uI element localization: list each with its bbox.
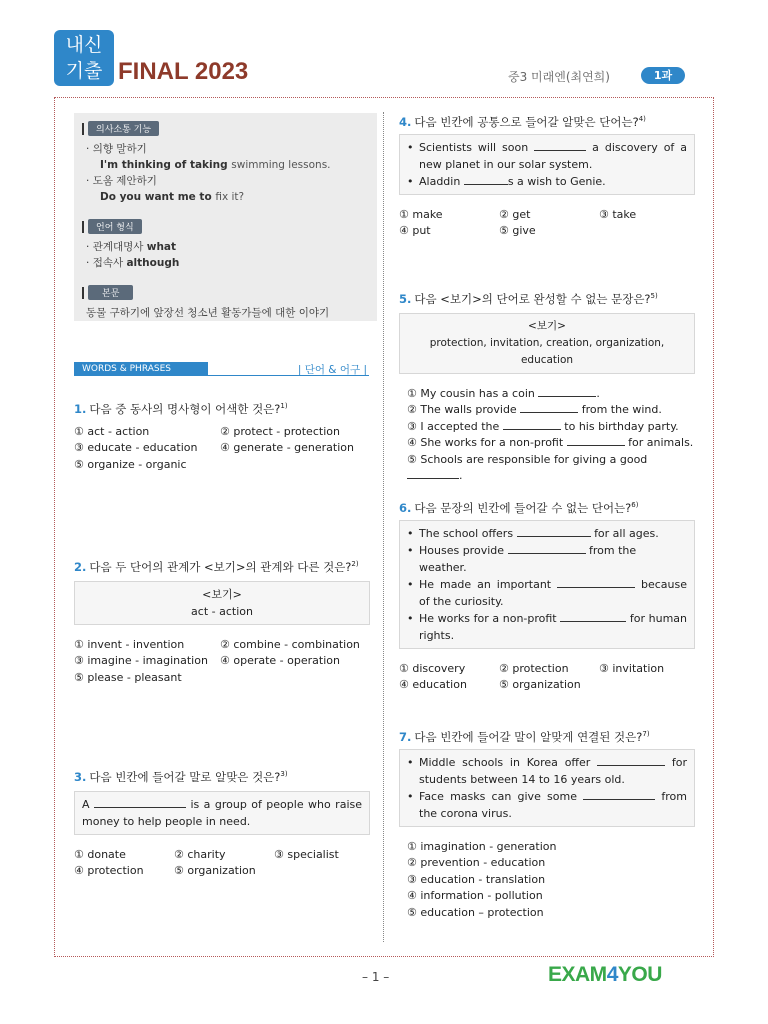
box-label: <보기> — [528, 319, 566, 332]
example-box — [399, 313, 695, 374]
question-2 — [74, 556, 370, 686]
box-text: act - action — [191, 604, 253, 618]
question-6 — [399, 497, 695, 694]
options — [399, 839, 695, 922]
box-line: money to help people in need. — [82, 814, 251, 828]
sentence-bullet: • Houses provide from the weather. — [407, 542, 687, 576]
option[interactable]: ⑤ please - pleasant — [74, 670, 182, 684]
example-box — [74, 581, 370, 625]
option[interactable]: ⑤ give — [499, 224, 536, 238]
option[interactable]: ① My cousin has a coin . — [407, 386, 600, 400]
words-phrases-bar — [74, 362, 369, 376]
summary-item: · 의향 말하기 — [82, 141, 369, 157]
sentence-box — [399, 520, 695, 649]
question-title: 3. 다음 빈칸에 들어갈 말로 알맞은 것은?$^{3)}$ — [74, 769, 288, 784]
option[interactable]: ② prevention - education — [407, 856, 546, 870]
option[interactable]: ⑤ organization — [499, 678, 581, 692]
summary-item: · 관계대명사 what — [82, 239, 369, 255]
section-tag: 본문 — [88, 285, 133, 300]
option[interactable]: ② protect - protection — [220, 424, 340, 438]
sentence-bullet: • He works for a non-profit for human rights. — [407, 610, 687, 644]
question-title: 4. 다음 빈칸에 공통으로 들어갈 알맞은 단어는?$^{4)}$ — [399, 114, 646, 129]
words-phrases-korean: | 단어 & 어구 | — [297, 364, 367, 376]
option[interactable]: ③ educate - education — [74, 441, 198, 455]
option[interactable]: ④ generate - generation — [220, 441, 354, 455]
option[interactable]: ① act - action — [74, 424, 150, 438]
words-phrases-tag: WORDS & PHRASES — [74, 362, 208, 376]
question-7 — [399, 726, 695, 921]
summary-section-header — [82, 219, 369, 234]
option[interactable]: ④ protection — [74, 864, 144, 878]
sentence-box — [74, 791, 370, 835]
option[interactable]: ① make — [399, 207, 443, 221]
options — [74, 847, 370, 880]
question-title: 5. 다음 <보기>의 단어로 완성할 수 없는 문장은?$^{5)}$ — [399, 291, 658, 306]
option[interactable]: ④ operate - operation — [220, 654, 340, 668]
option[interactable]: ③ invitation — [599, 661, 665, 675]
summary-item: · 도움 제안하기 — [82, 173, 369, 189]
summary-section-header — [82, 285, 369, 300]
summary-example: Do you want me to fix it? — [100, 191, 245, 203]
option[interactable]: ③ imagine - imagination — [74, 654, 208, 668]
summary-item: · 접속사 although — [82, 255, 369, 271]
sentence-bullet: • Scientists will soon a discovery of a new planet in our solar system. — [407, 139, 687, 173]
option[interactable]: ④ She works for a non-profit for animals. — [407, 436, 694, 450]
option[interactable]: ③ I accepted the to his birthday party. — [407, 419, 679, 433]
sentence-bullet: • The school offers for all ages. — [407, 525, 687, 542]
question-title: 7. 다음 빈칸에 들어갈 말이 알맞게 연결된 것은?$^{7)}$ — [399, 729, 650, 744]
page-title: FINAL 2023 — [118, 58, 249, 85]
sentence-bullet: • He made an important because of the curiosity. — [407, 576, 687, 610]
section-tag: 언어 형식 — [88, 219, 142, 234]
column-divider — [383, 112, 384, 942]
option[interactable]: ④ education — [399, 678, 467, 692]
question-4 — [399, 111, 695, 240]
page-number: – 1 – — [362, 970, 390, 984]
logo-badge — [54, 30, 114, 86]
option[interactable]: ⑤ organize - organic — [74, 457, 187, 471]
summary-example: I'm thinking of taking swimming lessons. — [100, 159, 331, 171]
option[interactable]: ④ put — [399, 224, 431, 238]
box-text: protection, invitation, creation, organization, education — [429, 336, 665, 366]
option[interactable]: ② get — [499, 207, 531, 221]
option[interactable]: ① invent - invention — [74, 637, 185, 651]
sentence-box — [399, 134, 695, 195]
question-3 — [74, 766, 370, 880]
box-label: <보기> — [202, 587, 242, 601]
options — [399, 386, 695, 485]
question-title: 2. 다음 두 단어의 관계가 <보기>의 관계와 다른 것은?$^{2)}$ — [74, 559, 359, 574]
option[interactable]: ② protection — [499, 661, 569, 675]
logo-line-2: 기출 — [65, 60, 103, 82]
option[interactable]: ① imagination - generation — [407, 839, 557, 853]
question-title: 6. 다음 문장의 빈칸에 들어갈 수 없는 단어는?$^{6)}$ — [399, 500, 639, 515]
summary-section-header — [82, 121, 369, 136]
question-title: 1. 다음 중 동사의 명사형이 어색한 것은?$^{1)}$ — [74, 401, 288, 416]
question-5 — [399, 288, 695, 485]
option[interactable]: ③ education - translation — [407, 872, 546, 886]
unit-label: 중3 미래엔(최연희) — [508, 70, 610, 84]
lesson-badge: 1과 — [641, 67, 685, 84]
option[interactable]: ① donate — [74, 847, 126, 861]
section-tag: 의사소통 기능 — [88, 121, 159, 136]
option[interactable]: ⑤ organization — [174, 864, 256, 878]
options — [74, 424, 374, 474]
sentence-bullet: • Face masks can give some from the corona virus. — [407, 788, 687, 822]
logo-line-1: 내신 — [65, 34, 103, 56]
sentence-bullet: • Middle schools in Korea offer for students between 14 to 16 years old. — [407, 754, 687, 788]
sentence-box — [399, 749, 695, 827]
sentence-bullet: • Aladdin s a wish to Genie. — [407, 173, 687, 190]
option[interactable]: ② The walls provide from the wind. — [407, 403, 662, 417]
options — [399, 207, 695, 240]
option[interactable]: ④ information - pollution — [407, 889, 543, 903]
option[interactable]: ② charity — [174, 847, 226, 861]
option[interactable]: ⑤ Schools are responsible for giving a good . — [407, 452, 648, 483]
summary-box — [74, 113, 377, 321]
option[interactable]: ③ take — [599, 207, 637, 221]
question-1 — [74, 398, 374, 473]
option[interactable]: ① discovery — [399, 661, 466, 675]
options — [399, 661, 695, 694]
option[interactable]: ② combine - combination — [220, 637, 360, 651]
option[interactable]: ⑤ education – protection — [407, 905, 544, 919]
summary-text: 동물 구하기에 앞장선 청소년 활동가들에 대한 이야기 — [86, 307, 330, 319]
options — [74, 637, 370, 687]
box-line: A is a group of people who raise — [82, 797, 363, 811]
option[interactable]: ③ specialist — [274, 847, 339, 861]
brand-logo: EXAM4YOU — [548, 963, 662, 986]
